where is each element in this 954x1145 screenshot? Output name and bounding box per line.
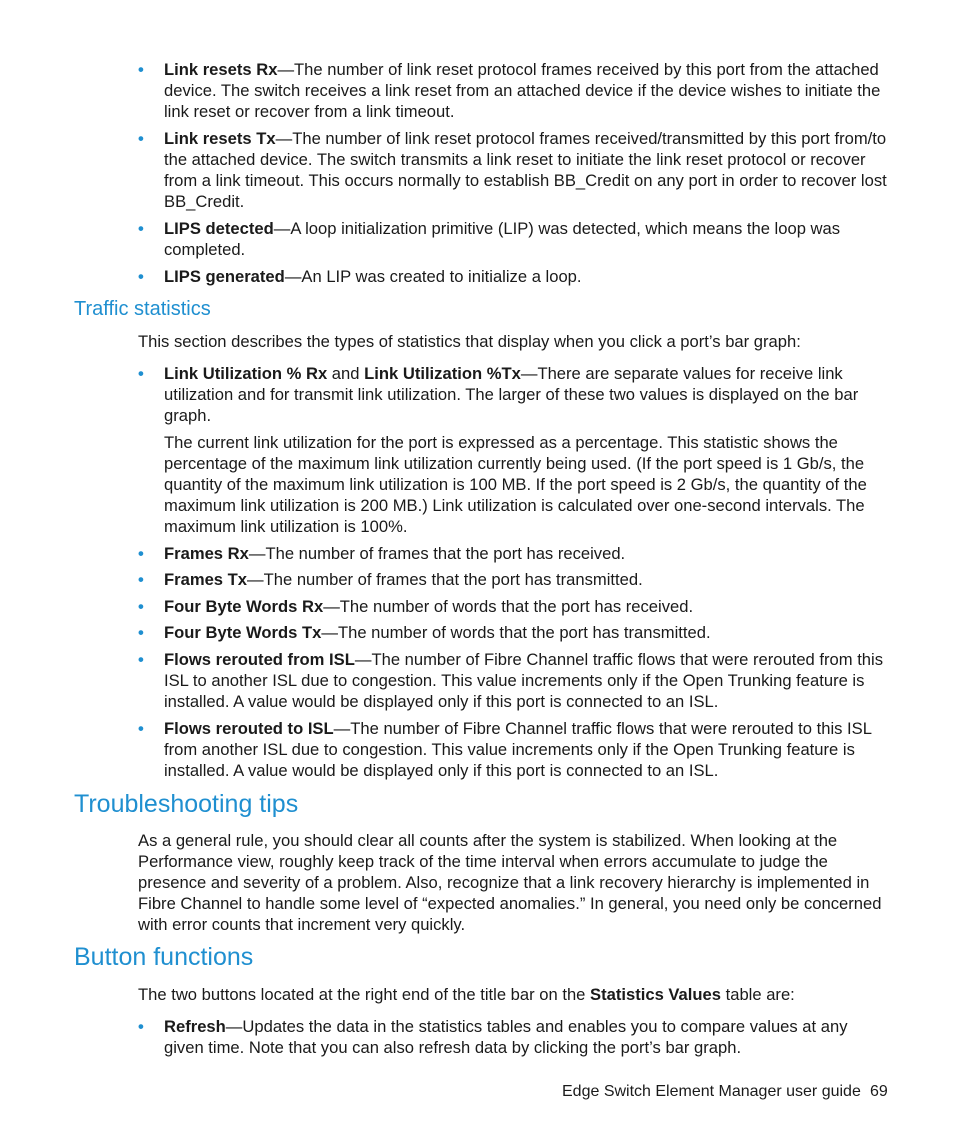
description: —An LIP was created to initialize a loop. bbox=[284, 267, 582, 286]
list-item bbox=[138, 596, 890, 617]
term: Frames Rx bbox=[164, 544, 249, 563]
term: Link Utilization %Tx bbox=[364, 364, 521, 383]
footer-title: Edge Switch Element Manager user guide bbox=[562, 1083, 861, 1100]
bullet-icon: • bbox=[138, 570, 144, 589]
utilization-note: The current link utilization for the port is expressed as a percentage. This statistic shows the percentage of the maximum link utilization currently being used. (If the port speed is 1 Gb/s, the quantity of the maximum link utilization is 100 MB. If the port speed is 2 Gb/s, the quantity of the maximum link utilization is 200 MB.) Link utilization is calculated over one-second intervals. The maximum link utilization is 100%. bbox=[164, 433, 867, 536]
description: —The number of frames that the port has transmitted. bbox=[247, 570, 643, 589]
intro-text: table are: bbox=[721, 985, 795, 1004]
bullet-icon: • bbox=[138, 597, 144, 616]
term: Flows rerouted from ISL bbox=[164, 650, 355, 669]
list-item bbox=[138, 218, 890, 260]
section-heading-traffic-statistics: Traffic statistics bbox=[74, 298, 211, 320]
list-item bbox=[138, 59, 890, 122]
list-item bbox=[138, 649, 890, 712]
description: —A loop initialization primitive (LIP) was detected, which means the loop was completed. bbox=[164, 219, 841, 259]
bullet-icon: • bbox=[138, 219, 144, 238]
list-item bbox=[138, 622, 890, 643]
bullet-icon: • bbox=[138, 650, 144, 669]
button-functions-intro bbox=[138, 984, 890, 1005]
section-heading-troubleshooting-tips: Troubleshooting tips bbox=[74, 790, 299, 818]
term: LIPS generated bbox=[164, 267, 285, 286]
description: —There are separate values for receive link utilization and for transmit link utilization. The larger of these two values is displayed on the bar graph. bbox=[164, 364, 859, 425]
page-number: 69 bbox=[870, 1083, 888, 1100]
list-item bbox=[138, 266, 890, 287]
description: —The number of link reset protocol frames received by this port from the attached device. The switch receives a link reset from an attached device if the device wishes to initiate the link reset or recover from a link timeout. bbox=[164, 60, 881, 121]
description: —The number of Fibre Channel traffic flows that were rerouted to this ISL from another ISL due to congestion. This value increments only if the Open Trunking feature is installed. A value would be displayed only if this port is connected to an ISL. bbox=[164, 719, 872, 780]
term: Four Byte Words Tx bbox=[164, 623, 322, 642]
bullet-icon: • bbox=[138, 1017, 144, 1036]
term: Refresh bbox=[164, 1017, 226, 1036]
description: —The number of Fibre Channel traffic flows that were rerouted from this ISL to another ISL due to congestion. This value increments only if the Open Trunking feature is installed. A value would be displayed only if this port is connected to an ISL. bbox=[164, 650, 884, 711]
term: Four Byte Words Rx bbox=[164, 597, 324, 616]
troubleshooting-body: As a general rule, you should clear all counts after the system is stabilized. When looking at the Performance view, roughly keep track of the time interval when errors accumulate to judge the presence and severity of a problem. Also, recognize that a link recovery hierarchy is implemented in Fibre Channel to handle some level of “expected anomalies.” In general, you need only be concerned with error counts that increment very quickly. bbox=[138, 831, 882, 934]
bullet-icon: • bbox=[138, 267, 144, 286]
term: Link Utilization % Rx bbox=[164, 364, 328, 383]
description: —The number of words that the port has transmitted. bbox=[321, 623, 711, 642]
bullet-icon: • bbox=[138, 364, 144, 383]
list-item bbox=[138, 543, 890, 564]
bullet-icon: • bbox=[138, 544, 144, 563]
bullet-icon: • bbox=[138, 623, 144, 642]
term: LIPS detected bbox=[164, 219, 274, 238]
section-heading-button-functions: Button functions bbox=[74, 943, 254, 971]
conjunction: and bbox=[327, 364, 365, 383]
intro-text: The two buttons located at the right end of the title bar on the bbox=[138, 985, 591, 1004]
description: —The number of words that the port has received. bbox=[323, 597, 694, 616]
term: Link resets Tx bbox=[164, 129, 276, 148]
list-item bbox=[138, 569, 890, 590]
list-item bbox=[138, 1016, 890, 1058]
description: —The number of link reset protocol frames received/transmitted by this port from/to the attached device. The switch transmits a link reset to initiate the link reset protocol or recover from a link timeout. This occurs normally to establish BB_Credit on any port in order to recover lost BB_Credit. bbox=[164, 129, 887, 211]
term: Link resets Rx bbox=[164, 60, 278, 79]
list-item bbox=[138, 363, 890, 426]
bullet-icon: • bbox=[138, 60, 144, 79]
description: —The number of frames that the port has received. bbox=[248, 544, 626, 563]
term: Frames Tx bbox=[164, 570, 248, 589]
list-item bbox=[138, 718, 890, 781]
bullet-icon: • bbox=[138, 719, 144, 738]
bullet-icon: • bbox=[138, 129, 144, 148]
description: —Updates the data in the statistics tables and enables you to compare values at any given time. Note that you can also refresh data by clicking the port’s bar graph. bbox=[164, 1017, 848, 1057]
term: Flows rerouted to ISL bbox=[164, 719, 334, 738]
list-item bbox=[138, 128, 890, 212]
intro-bold-term: Statistics Values bbox=[590, 985, 721, 1004]
section-intro: This section describes the types of statistics that display when you click a port’s bar graph: bbox=[138, 332, 801, 351]
